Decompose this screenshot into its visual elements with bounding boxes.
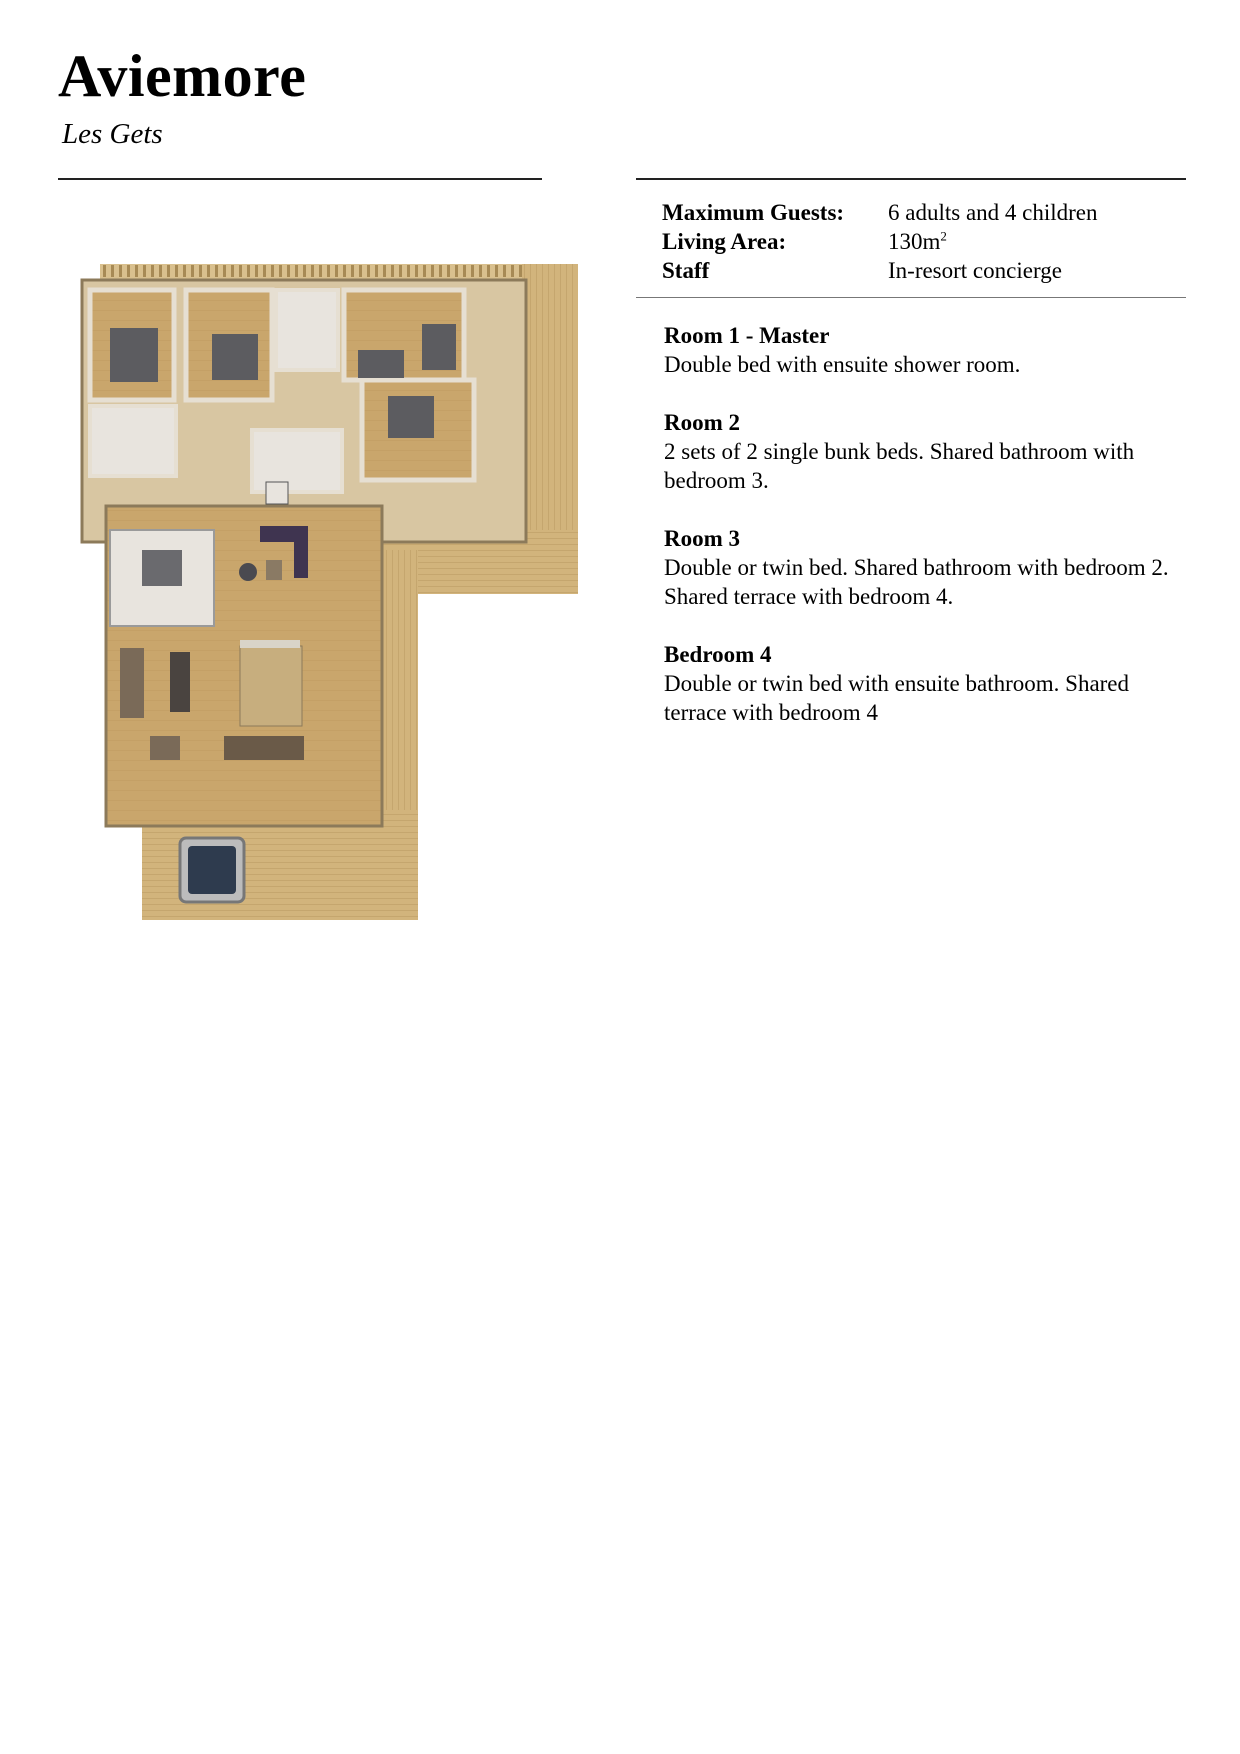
game-table [266,482,288,504]
hot-tub-water [188,846,236,894]
info-label: Staff [662,258,710,283]
info-value: 6 adults and 4 children [888,200,1098,225]
area-value: 130m [888,229,941,254]
room-title: Room 3 [664,526,741,551]
chair [240,640,300,648]
info-value [888,227,947,256]
info-row-staff [662,256,1098,285]
room-item [664,321,1194,379]
side-table [266,560,282,580]
info-value: In-resort concierge [888,258,1062,283]
bathroom-top [276,290,338,370]
bench [224,736,304,760]
divider-info [636,297,1186,298]
bed [110,328,158,382]
room-list [664,321,1194,756]
lounge-sofa [170,652,190,712]
bed [358,350,404,378]
bed [422,324,456,370]
room-item [664,524,1194,611]
area-unit-superscript: 2 [940,228,947,244]
property-info-table [662,198,1098,285]
floor-plan-image [62,250,617,930]
divider-left [58,178,542,180]
bed [212,334,258,380]
dining-table [240,646,302,726]
kitchen-island [142,550,182,586]
room-item [664,640,1194,727]
railing-top [100,264,578,280]
lounge-sofa [120,648,144,718]
info-row-area [662,227,1098,256]
room-item [664,408,1194,495]
page-subtitle: Les Gets [62,118,163,150]
room-title: Room 2 [664,410,741,435]
room-description: Double or twin bed. Shared bathroom with bedroom 2. Shared terrace with bedroom 4. [664,555,1169,609]
room-description: Double bed with ensuite shower room. [664,352,1021,377]
window-seat [150,736,180,760]
divider-right [636,178,1186,180]
info-label: Maximum Guests: [662,200,845,225]
armchair [239,563,257,581]
info-label: Living Area: [662,229,787,254]
info-row-guests [662,198,1098,227]
room-description: 2 sets of 2 single bunk beds. Shared bathroom with bedroom 3. [664,439,1135,493]
room-title: Bedroom 4 [664,642,772,667]
bed [388,396,434,438]
room-title: Room 1 - Master [664,323,830,348]
bathroom-left [90,406,176,476]
room-description: Double or twin bed with ensuite bathroom. Shared terrace with bedroom 4 [664,671,1130,725]
page-title: Aviemore [58,43,307,109]
